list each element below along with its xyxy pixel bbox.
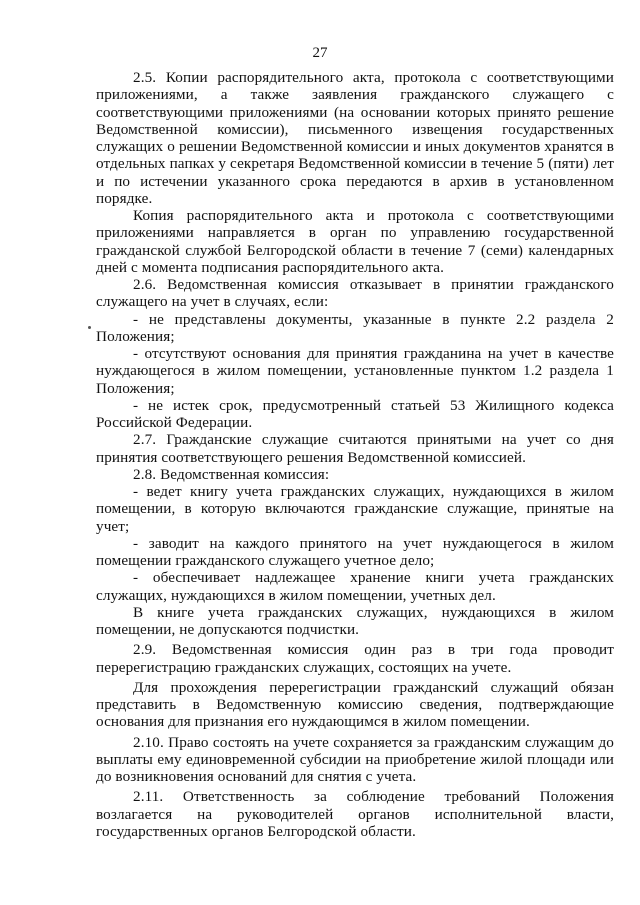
document-body	[96, 69, 614, 840]
paragraph-2-5: 2.5. Копии распорядительного акта, протокола с соответствующими приложениями, а также заявления гражданского служащего с соответствующими приложениями (на основании которых принято решение Ведомственной комиссии), письменного извещения государственных служащих о решении Ведомственной комиссии и иных документов хранятся в отдельных папках у секретаря Ведомственной комиссии в течение 5 (пяти) лет и по истечении указанного срока передаются в архив в установленном порядке.	[96, 69, 614, 207]
paragraph-2-8: 2.8. Ведомственная комиссия:	[133, 465, 330, 483]
page-number: 27	[312, 45, 328, 61]
paragraph-reregistration: Для прохождения перерегистрации гражданский служащий обязан представить в Ведомственную комиссию сведения, подтверждающие основания для признания его нуждающимся в жилом помещении.	[96, 678, 614, 731]
scan-dot	[88, 326, 91, 329]
list-item-no-grounds: - отсутствуют основания для принятия гражданина на учет в качестве нуждающегося в жилом помещении, установленные пунктом 1.2 раздела 1 Положения;	[96, 345, 614, 397]
list-item-no-documents: - не представлены документы, указанные в пункте 2.2 раздела 2 Положения;	[96, 310, 614, 345]
list-item-keeps-book: - ведет книгу учета гражданских служащих, нуждающихся в жилом помещении, в которую включаются гражданские служащие, принятые на учет;	[96, 483, 614, 535]
list-item-ensures-storage: - обеспечивает надлежащее хранение книги учета гражданских служащих, нуждающихся в жилом помещении, учетных дел.	[96, 569, 614, 604]
paragraph-no-erasures: В книге учета гражданских служащих, нуждающихся в жилом помещении, не допускаются подчистки.	[96, 603, 614, 638]
list-item-term-not-expired: - не истек срок, предусмотренный статьей 53 Жилищного кодекса Российской Федерации.	[96, 396, 614, 431]
paragraph-2-10: 2.10. Право состоять на учете сохраняется за гражданским служащим до выплаты ему единовременной субсидии на приобретение жилой площади или до возникновения оснований для снятия с учета.	[96, 733, 614, 785]
paragraph-2-9: 2.9. Ведомственная комиссия один раз в три года проводит перерегистрацию гражданских служащих, состоящих на учете.	[96, 641, 614, 676]
paragraph-copy-act: Копия распорядительного акта и протокола с соответствующими приложениями направляется в орган по управлению государственной гражданской службой Белгородской области в течение 7 (семи) календарных дней с момента подписания распорядительного акта.	[96, 207, 614, 276]
paragraph-2-11: 2.11. Ответственность за соблюдение требований Положения возлагается на руководителей органов исполнительной власти, государственных органов Белгородской области.	[96, 788, 614, 840]
paragraph-2-6: 2.6. Ведомственная комиссия отказывает в принятии гражданского служащего на учет в случаях, если:	[96, 276, 614, 311]
paragraph-2-7: 2.7. Гражданские служащие считаются принятыми на учет со дня принятия соответствующего решения Ведомственной комиссией.	[96, 431, 614, 466]
list-item-creates-file: - заводит на каждого принятого на учет нуждающегося в жилом помещении гражданского служащего учетное дело;	[96, 534, 614, 569]
